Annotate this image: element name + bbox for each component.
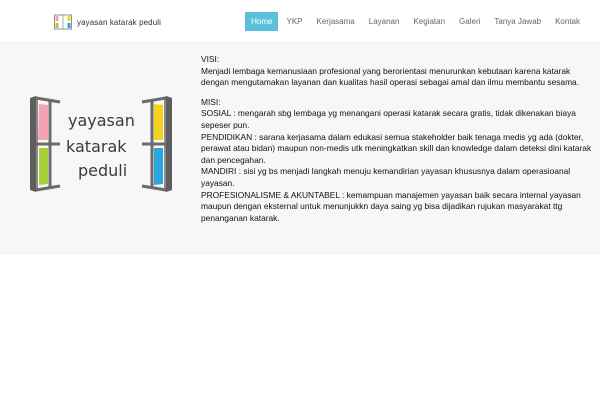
nav-kegiatan[interactable]: Kegiatan [413, 17, 446, 26]
logo-text-line2: katarak [66, 137, 127, 156]
logo-text-line1: yayasan [68, 111, 135, 130]
nav-kontak[interactable]: Kontak [555, 17, 580, 26]
brand-name: yayasan katarak peduli [77, 17, 162, 27]
brand-logo-icon [54, 14, 72, 30]
nav-home[interactable]: Home [245, 12, 278, 31]
misi-item-sosial: SOSIAL : mengarah sbg lembaga yg menangani operasi katarak secara gratis, tidak dikenakan biaya sepeser pun. [201, 108, 576, 130]
misi-item-mandiri: MANDIRI : sisi yg bs menjadi langkah menuju kemandirian yayasan khususnya dalam operasioanal yayasan. [201, 166, 571, 188]
nav-kerjasama[interactable]: Kerjasama [316, 17, 355, 26]
brand-link[interactable] [54, 14, 161, 30]
nav-layanan[interactable]: Layanan [368, 17, 400, 26]
yayasan-katarak-peduli-logo [26, 94, 176, 194]
visi-misi-content [201, 54, 593, 224]
nav-tanya-jawab[interactable]: Tanya Jawab [494, 17, 542, 26]
site-header [0, 0, 600, 43]
nav-galeri[interactable]: Galeri [459, 17, 481, 26]
nav-ykp[interactable]: YKP [286, 17, 303, 26]
visi-text: Menjadi lembaga kemanusiaan profesional yang berorientasi menurunkan kebutaan karena katarak dengan mengutamakan layanan dan kualitas hasil operasi sebagai amal dan ilmu membantu sesama. [201, 65, 580, 88]
misi-item-pendidikan: PENDIDIKAN : sarana kerjasama dalam edukasi semua stakeholder baik tenaga medis yg ada (dokter, perawat atau bidan) maupun non-medis utk meningkatkan skill dan knowledge dalam deteksi dini katarak dan pencegahan. [201, 131, 592, 165]
misi-item-profesionalisme: PROFESIONALISME & AKUNTABEL : kemampuan manajemen yayasan baik secara internal yayasan maupun dengan eksternal untuk menunjukkn daya saing yg bisa dijadikan rujukan masyarakat ttg penanganan katarak. [201, 189, 581, 223]
misi-heading: MISI: [201, 96, 221, 107]
main-nav [243, 12, 586, 31]
visi-heading: VISI: [201, 54, 220, 64]
logo-text-line3: peduli [78, 161, 128, 180]
